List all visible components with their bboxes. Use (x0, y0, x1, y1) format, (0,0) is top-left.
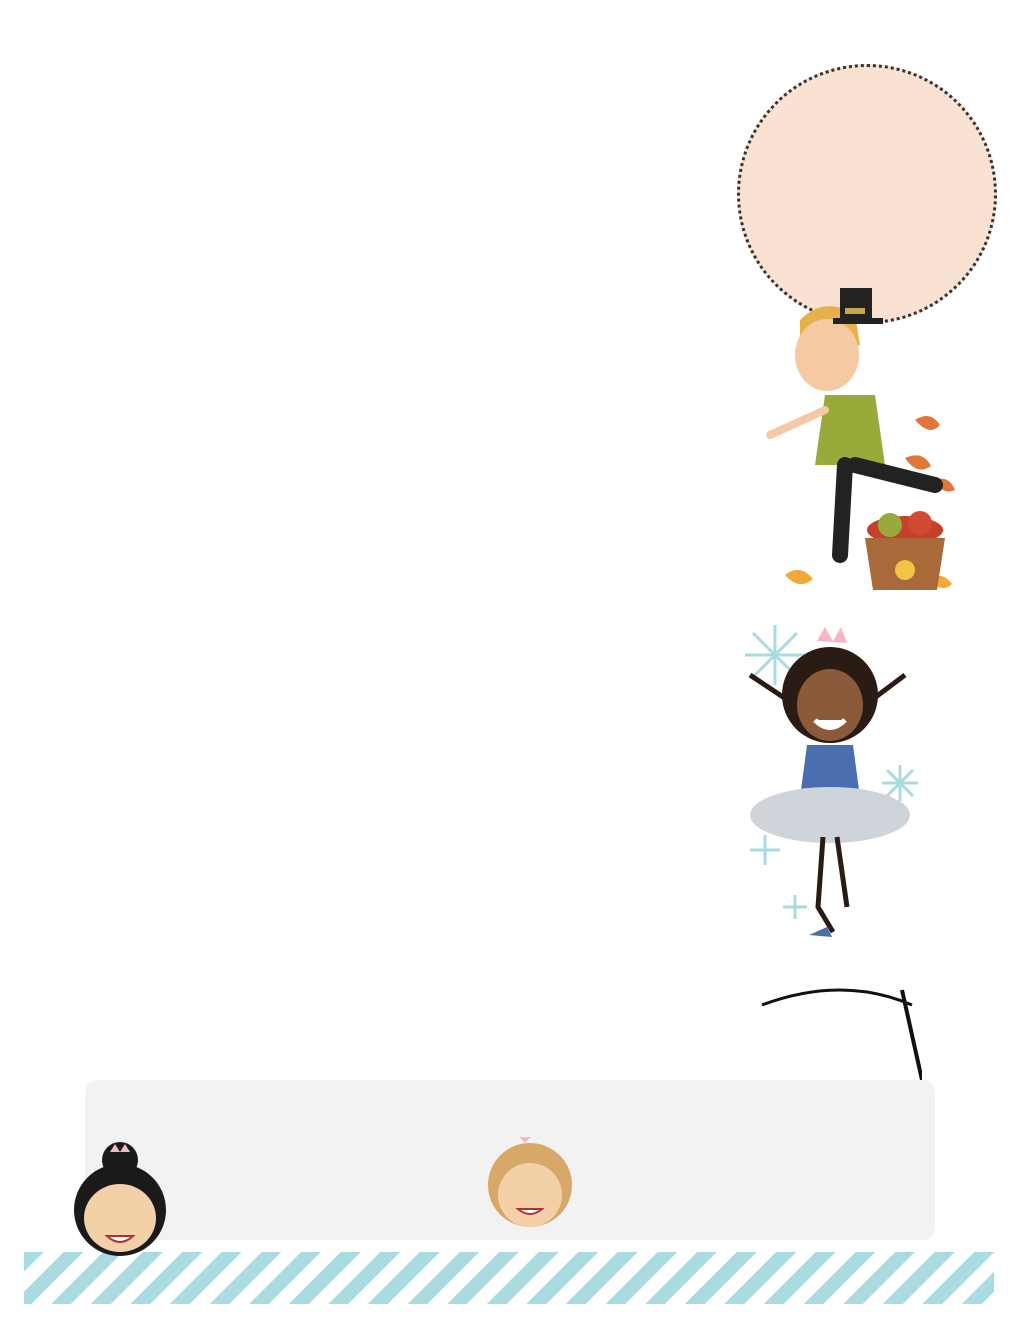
newsletter-body (85, 152, 735, 332)
right-triangle-border (954, 675, 994, 1255)
snow-dancer-illustration (735, 605, 935, 965)
swoosh-icon (752, 985, 922, 1085)
nina-avatar (65, 1140, 175, 1260)
apple-basket-icon (865, 511, 945, 590)
cici-avatar (480, 1135, 580, 1235)
pilgrim-dancer-illustration (745, 280, 985, 610)
left-triangle-border (24, 675, 64, 1255)
just-for-kix-logo (742, 985, 922, 1085)
